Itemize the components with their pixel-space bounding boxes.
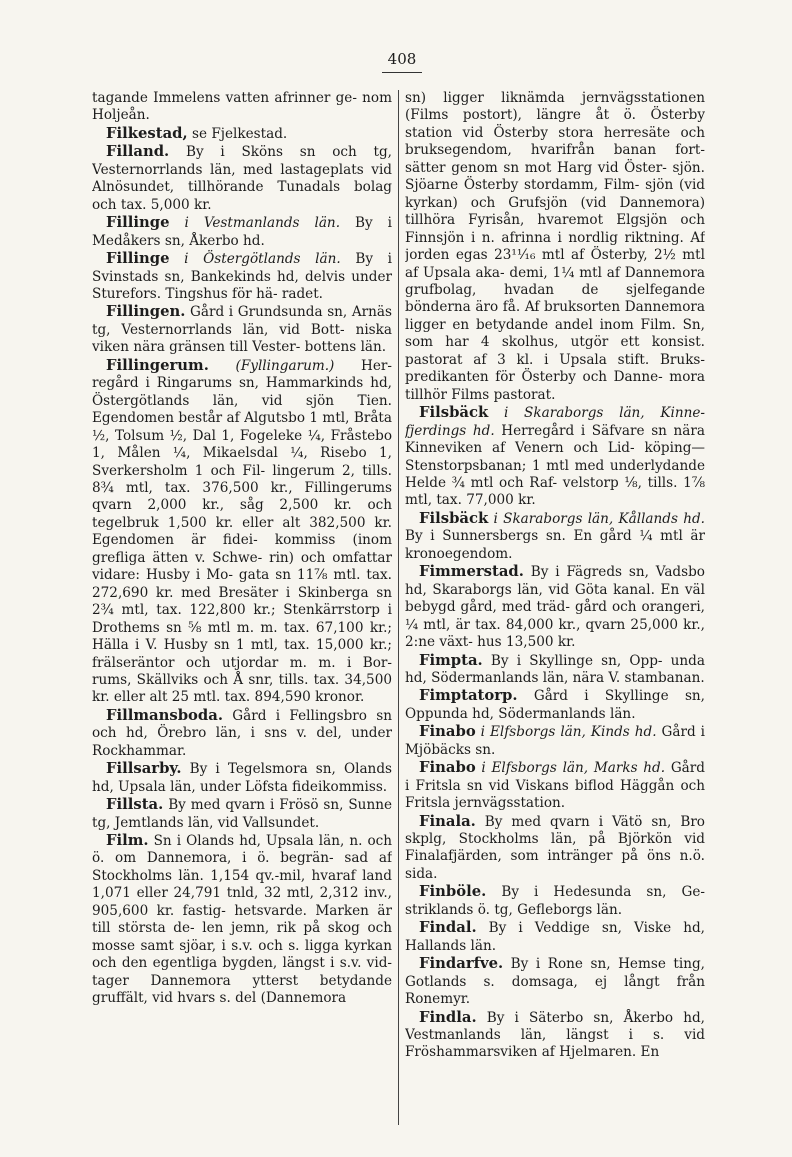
entry-text: By i Sunnersbergs sn. En gård ¼ mtl är kronoegendom. [405, 528, 705, 562]
entry-location: i Vestmanlands län. [169, 215, 341, 232]
entry-headword: Fillinge [106, 250, 170, 268]
entry-text: By i Svinstads sn, Bankekinds hd, delvis under Sturefors. Tingshus för hä- radet. [92, 251, 392, 302]
entry-headword: Fillsta. [106, 796, 164, 814]
dictionary-entry [405, 687, 705, 723]
entry-text: By i Säterbo sn, Åkerbo hd, Vestmanlands län, längst i s. vid Fröshammarsviken af Hjelmaren. En [405, 1009, 705, 1061]
page-number-rule [382, 72, 422, 73]
entry-location: i Skaraborgs län, Kållands hd. [488, 510, 705, 527]
dictionary-entry [405, 652, 705, 688]
entry-headword: Filland. [106, 143, 170, 161]
entry-headword: Fimpta. [419, 651, 483, 669]
entry-text: Gård i Skyllinge sn, Oppunda hd, Södermanlands län. [405, 688, 705, 722]
entry-text: Gård i Mjöbäcks sn. [405, 724, 705, 758]
entry-text: By i Veddige sn, Viske hd, Hallands län. [405, 920, 705, 954]
dictionary-entry [405, 813, 705, 884]
entry-headword: Finala. [419, 812, 476, 830]
dictionary-entry [92, 796, 392, 832]
entry-headword: Findarfve. [419, 955, 504, 973]
entry-text: se Fjelkestad. [187, 125, 288, 142]
entry-text: By med qvarn i Vätö sn, Bro skplg, Stockholms län, på Björkön vid Finalafjärden, som intränger på öns n.ö. sida. [405, 813, 705, 882]
entry-text: Sn i Olands hd, Upsala län, n. och ö. om Dannemora, i ö. begrän- sad af Stockholms län. 1,154 qv.-mil, hvaraf land 1,071 eller 24,791 tnld, 32 mtl, 2,312 inv., 905,600 kr. fastig- hetsvarde. Marken är till största de- len jemn, rik på skog och mosse samt sjöar, i s.v. och s. ligga kyrkan och den egentliga bygden, längst i s.v. vid- tager Dannemora ytterst betydande gruffält, vid hvars s. del (Dannemora [92, 833, 392, 1007]
dictionary-entry [405, 919, 705, 955]
dictionary-entry [405, 955, 705, 1008]
entry-location: i Skaraborgs län, Kinne- fjerdings hd. [405, 405, 705, 439]
entry-headword: Fillingerum. [106, 356, 209, 374]
entry-location: (Fyllingarum.) [208, 357, 335, 374]
entry-text: By i Fägreds sn, Vadsbo hd, Skaraborgs län, vid Göta kanal. En väl bebygd gård, med träd- gård och orangeri, ¼ mtl, är tax. 84,000 kr., qvarn 25,000 kr., 2:ne växt- hus 13,500 kr. [405, 564, 705, 651]
dictionary-entry [405, 759, 705, 812]
entry-location: i Elfsborgs län, Kinds hd. [475, 724, 657, 741]
entry-headword: Fillinge [106, 214, 170, 232]
entry-location: i Östergötlands län. [169, 251, 341, 268]
entry-headword: Findla. [419, 1008, 477, 1026]
entry-text: sn) ligger liknämda jernvägsstationen (Films postort), längre åt ö. Österby station vid Österby stora herresäte och bruksegendom, hvarifrån banan fort- sätter genom sn mot Harg vid Öster- sjön. Sjöarne Österby stordamm, Film- sjön (vid kyrkan) och Grufsjön (vid Dannemora) tillhöra Fyrisån, hvaremot Elgsjön och Finnsjön i n. afrinna i nordlig riktning. Af jorden egas 23¹¹⁄₁₆ mtl af Österby, 2½ mtl af Upsala aka- demi, 1¼ mtl af Dannemora grufbolag, hvadan de sjelfegande bönderna äro få. Af bruksorten Dannemora ligger en betydande andel inom Film. Sn, som har 4 skolhus, utgör ett konsist. pastorat af 3 kl. i Upsala stift. Bruks- predikanten för Österby och Danne- mora tillhör Films pastorat. [405, 90, 705, 403]
entry-headword: Fimmerstad. [419, 563, 524, 581]
entry-text: tagande Immelens vatten afrinner ge- nom Holjeån. [92, 90, 392, 124]
right-column [405, 90, 705, 1130]
entry-headword: Filsbäck [419, 404, 489, 422]
dictionary-entry [405, 510, 705, 563]
entry-text: By med qvarn i Frösö sn, Sunne tg, Jemtlands län, vid Vallsundet. [92, 797, 392, 831]
dictionary-entry [92, 707, 392, 760]
entry-text: Gård i Fritsla sn vid Viskans biflod Häggån och Fritsla jernvägsstation. [405, 760, 705, 812]
entry-text: By i Hedesunda sn, Ge- striklands ö. tg, Gefleborgs län. [405, 884, 705, 918]
page-number: 408 [387, 50, 417, 68]
dictionary-entry [92, 125, 392, 143]
entry-text: Gård i Fellingsbro sn och hd, Örebro län, i sns v. del, under Rockhammar. [92, 707, 392, 759]
entry-headword: Findal. [419, 919, 477, 937]
entry-headword: Fimptatorp. [419, 687, 518, 705]
dictionary-entry [92, 357, 392, 707]
dictionary-entry [92, 303, 392, 356]
continued-entry [92, 90, 392, 125]
dictionary-entry [405, 1009, 705, 1062]
dictionary-entry [92, 760, 392, 796]
entry-headword: Fillmansboda. [106, 706, 224, 724]
entry-headword: Finböle. [419, 883, 487, 901]
entry-headword: Fillsarby. [106, 760, 182, 778]
entry-text: By i Rone sn, Hemse ting, Gotlands s. domsaga, ej långt från Ronemyr. [405, 956, 705, 1008]
entry-headword: Fillingen. [106, 303, 186, 321]
dictionary-entry [92, 832, 392, 1008]
continued-entry [405, 90, 705, 404]
entry-text: Her- regård i Ringarums sn, Hammarkinds hd, Östergötlands län, vid sjön Tien. Egendomen består af Algutsbo 1 mtl, Bråta ½, Tolsum ½, Dal 1, Fogeleke ¼, Fråstebo 1, Målen ¼, Mikaelsdal ¼, Risebo 1, Sverkersholm 1 och Fil- lingerum 2, tills. 8¾ mtl, tax. 376,500 kr., Fillingerums qvarn 2,000 kr., såg 2,500 kr. och tegelbruk 1,500 kr. eller alt 382,500 kr. Egendomen är fidei- kommiss (inom grefliga ätten v. Schwe- rin) och omfattar vidare: Husby i Mo- gata sn 11⅞ mtl. tax. 272,690 kr. med Bresäter i Skinberga sn 2¾ mtl, tax. 122,800 kr.; Stenkärrstorp i Drothems sn ⅝ mtl m. m. tax. 67,100 kr.; Hälla i V. Husby sn 1 mtl, tax. 15,000 kr.; frälseräntor och utjordar m. m. i Bor- rums, Skällviks och Å snr, tills. tax. 34,500 kr. eller alt 25 mtl. tax. 894,590 kronor. [92, 357, 392, 706]
entry-text: By i Skyllinge sn, Opp- unda hd, Södermanlands län, nära V. stambanan. [405, 652, 705, 686]
entry-text: Gård i Grundsunda sn, Arnäs tg, Vesternorrlands län, vid Bott- niska viken nära gränsen till Vester- bottens län. [92, 304, 392, 356]
dictionary-entry [92, 250, 392, 303]
entry-headword: Filkestad, [106, 124, 188, 142]
dictionary-entry [405, 883, 705, 919]
entry-headword: Film. [106, 832, 149, 850]
dictionary-entry [405, 563, 705, 651]
dictionary-entry [405, 404, 705, 510]
column-divider [398, 90, 399, 1125]
left-column [92, 90, 392, 1130]
entry-headword: Finabo [419, 759, 476, 777]
dictionary-entry [92, 143, 392, 214]
dictionary-entry [92, 214, 392, 250]
entry-text: By i Sköns sn och tg, Vesternorrlands län, med lastageplats vid Alnösundet, tillhörande Tunadals bolag och tax. 5,000 kr. [92, 144, 392, 213]
entry-location: i Elfsborgs län, Marks hd. [475, 760, 666, 777]
entry-headword: Filsbäck [419, 509, 489, 527]
entry-text: By i Tegelsmora sn, Olands hd, Upsala län, under Löfsta fideikommiss. [92, 761, 392, 795]
entry-text: Herregård i Säfvare sn nära Kinneviken af Venern och Lid- köping—Stenstorpsbanan; 1 mtl med underlydande Helde ¾ mtl och Raf- velstorp ⅛, tills. 1⅞ mtl, tax. 77,000 kr. [405, 422, 705, 509]
entry-headword: Finabo [419, 723, 476, 741]
entry-text: By i Medåkers sn, Åkerbo hd. [92, 215, 392, 249]
dictionary-entry [405, 723, 705, 759]
